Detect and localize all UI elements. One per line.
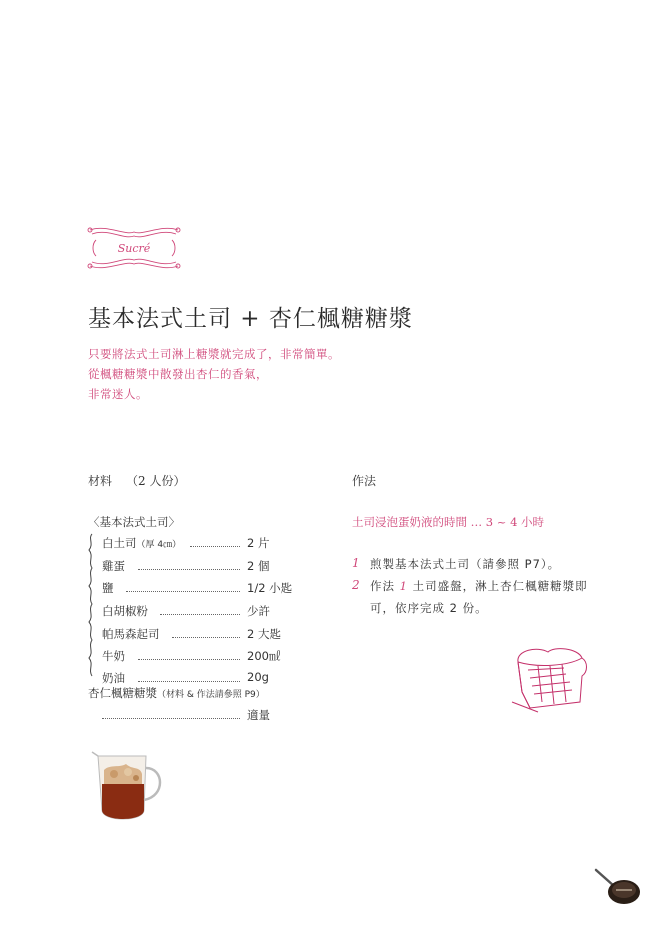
dot-leader [172,637,240,638]
method-heading: 作法 [352,474,377,488]
recipe-title: 基本法式土司 + 杏仁楓糖糖漿 [88,306,413,332]
step-text: 煎製基本法式土司（請參照 P7）。 [370,557,561,571]
ingredient-group-title: 〈基本法式土司〉 [88,515,180,529]
ingredient-name: 白胡椒粉 [102,604,148,618]
dot-leader [126,591,240,592]
intro-line-1: 只要將法式土司淋上糖漿就完成了，非常簡單。 [88,347,340,361]
ingredient-name: 牛奶 [102,649,125,663]
bread-illustration [508,642,592,714]
ingredient-name: 奶油 [102,671,125,685]
ingredients-heading: 材料 [88,474,113,488]
intro-line-3: 非常迷人。 [88,387,148,401]
ingredient-name: 白土司（厚 4㎝） [102,536,182,550]
sucre-label: Sucré [117,242,151,255]
ingredient-amount: 20g [247,670,269,684]
dot-leader [138,569,240,570]
syrup-jug-image [90,750,170,830]
ingredient-amount: 2 片 [247,536,270,550]
step-text: 可，依序完成 2 份。 [370,601,488,615]
ingredient-amount: 1/2 小匙 [247,581,293,595]
ingredient-name: 帕馬森起司 [102,627,160,641]
step-text: 作法 1 土司盛盤，淋上杏仁楓糖糖漿即 [370,579,588,593]
brace-icon [86,532,96,678]
ingredient-name: 雞蛋 [102,559,125,573]
intro-line-2: 從楓糖糖漿中散發出杏仁的香氣， [88,367,268,381]
ingredient-amount: 少許 [247,604,270,618]
sucre-ornament [86,222,182,274]
frying-pan-icon [594,866,642,906]
dot-leader [160,614,240,615]
dot-leader [102,718,240,719]
step-number: 2 [352,578,360,592]
dot-leader [138,681,240,682]
soak-time-note: 土司浸泡蛋奶液的時間 … 3 ~ 4 小時 [352,515,545,529]
ingredient-amount: 2 個 [247,559,270,573]
ingredient-name: 鹽 [102,581,114,595]
syrup-ingredient: 杏仁楓糖糖漿（材料 & 作法請參照 P9） [88,686,265,700]
syrup-amount: 適量 [247,708,270,722]
dot-leader [190,546,240,547]
ingredient-amount: 2 大匙 [247,627,281,641]
dot-leader [138,659,240,660]
step-number: 1 [352,556,360,570]
ingredient-amount: 200㎖ [247,649,281,663]
servings: （2 人份） [126,474,186,488]
